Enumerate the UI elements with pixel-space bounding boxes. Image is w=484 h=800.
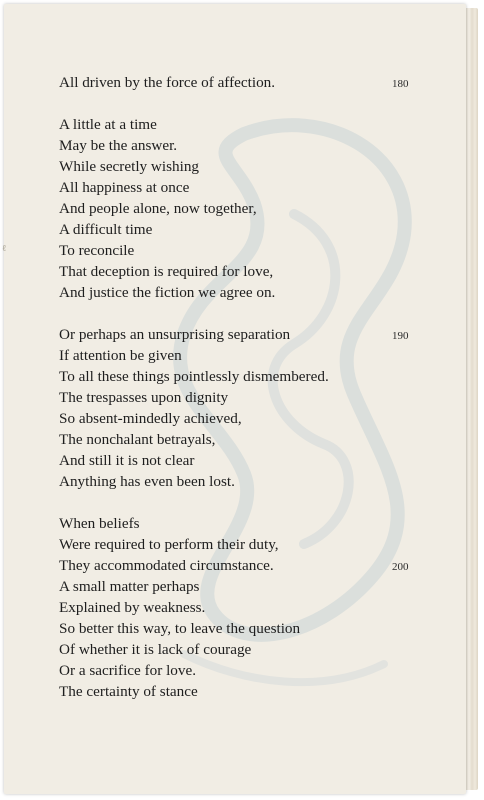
stanza-gap	[59, 492, 459, 513]
line-number: 200	[392, 561, 409, 573]
poem-line-text: If attention be given	[59, 347, 182, 364]
poem-line	[59, 324, 459, 345]
poem-line	[59, 471, 459, 492]
poem-line	[59, 555, 459, 576]
poem-line-text: Of whether it is lack of courage	[59, 641, 252, 658]
poem-line-text: And still it is not clear	[59, 452, 195, 469]
poem-line-text: And people alone, now together,	[59, 200, 257, 217]
stanza-gap	[59, 93, 459, 114]
poem-line	[59, 366, 459, 387]
stanza-gap	[59, 303, 459, 324]
poem-line-text: So absent-mindedly achieved,	[59, 410, 242, 427]
poem-line	[59, 219, 459, 240]
poem-line	[59, 513, 459, 534]
poem-line	[59, 618, 459, 639]
poem-line	[59, 198, 459, 219]
poem-line	[59, 534, 459, 555]
poem-line-text: Or perhaps an unsurprising separation	[59, 326, 291, 343]
poem-line-text: May be the answer.	[59, 137, 178, 154]
poem-line	[59, 597, 459, 618]
poem-line	[59, 72, 459, 93]
poem-line	[59, 576, 459, 597]
poem-line-text: That deception is required for love,	[59, 263, 274, 280]
book-page	[4, 4, 466, 794]
poem-line-text: Were required to perform their duty,	[59, 536, 279, 553]
poem-line-text: While secretly wishing	[59, 158, 200, 175]
poem-line-text: When beliefs	[59, 515, 140, 532]
poem-line-text: A small matter perhaps	[59, 578, 200, 595]
poem-line	[59, 261, 459, 282]
poem-line-text: The nonchalant betrayals,	[59, 431, 216, 448]
poem-line	[59, 345, 459, 366]
poem-line	[59, 156, 459, 177]
poem-line	[59, 639, 459, 660]
poem-line-text: All driven by the force of affection.	[59, 74, 276, 91]
poem-line	[59, 450, 459, 471]
poem-line-text: To reconcile	[59, 242, 135, 259]
poem-line	[59, 429, 459, 450]
poem-line-text: Anything has even been lost.	[59, 473, 235, 490]
binding-mark: ℓ	[2, 243, 7, 253]
poem-line	[59, 114, 459, 135]
poem-line-text: And justice the fiction we agree on.	[59, 284, 276, 301]
poem-line-text: All happiness at once	[59, 179, 190, 196]
poem-line	[59, 135, 459, 156]
poem-line	[59, 681, 459, 702]
poem-line-text: The certainty of stance	[59, 683, 198, 700]
poem-line-text: To all these things pointlessly dismembered.	[59, 368, 329, 385]
poem-line-text: Explained by weakness.	[59, 599, 206, 616]
poem-line-text: A little at a time	[59, 116, 157, 133]
poem-line-text: They accommodated circumstance.	[59, 557, 274, 574]
poem-text	[59, 72, 459, 702]
poem-line-text: A difficult time	[59, 221, 153, 238]
poem-line	[59, 660, 459, 681]
poem-line	[59, 282, 459, 303]
poem-line	[59, 387, 459, 408]
poem-line	[59, 177, 459, 198]
poem-line-text: Or a sacrifice for love.	[59, 662, 197, 679]
poem-line-text: So better this way, to leave the question	[59, 620, 301, 637]
poem-line-text: The trespasses upon dignity	[59, 389, 229, 406]
poem-line	[59, 240, 459, 261]
line-number: 180	[392, 78, 409, 90]
page-edges	[466, 8, 478, 790]
poem-line	[59, 408, 459, 429]
line-number: 190	[392, 330, 409, 342]
